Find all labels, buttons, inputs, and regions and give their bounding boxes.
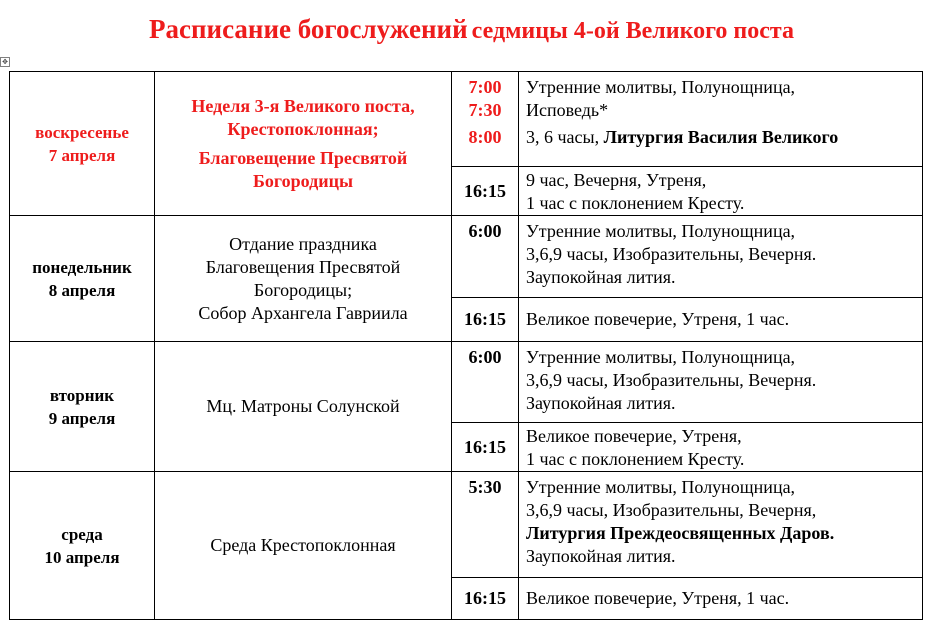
service-line: Утренние молитвы, Полунощница, [526, 77, 796, 97]
day-date: 8 апреля [48, 280, 116, 300]
title-main: Расписание богослужений [149, 14, 468, 44]
service-line [526, 126, 922, 149]
feast-cell [155, 342, 452, 472]
service-time: 16:15 [464, 588, 506, 608]
service-line: Заупокойная лития. [526, 393, 676, 413]
service-cell [519, 578, 923, 620]
service-time: 8:00 [468, 127, 502, 147]
service-cell [519, 298, 923, 342]
service-line: Утренние молитвы, Полунощница, [526, 477, 796, 497]
day-cell [10, 216, 155, 342]
day-name: среда [61, 524, 103, 544]
time-cell [452, 342, 519, 423]
feast-line: Благовещение Пресвятой [198, 147, 408, 168]
time-cell [452, 298, 519, 342]
day-cell [10, 342, 155, 472]
feast-line: Собор Архангела Гавриила [198, 302, 408, 323]
service-line: Исповедь* [526, 100, 609, 120]
service-time: 6:00 [468, 347, 502, 367]
feast-line: Среда Крестопоклонная [210, 535, 396, 555]
service-time: 16:15 [464, 180, 506, 201]
service-line: 9 час, Вечерня, Утреня, [526, 170, 707, 190]
service-line: Великое повечерие, Утреня, [526, 426, 742, 446]
time-cell [452, 216, 519, 298]
feast-line: Богородицы; [253, 279, 353, 300]
feast-cell [155, 472, 452, 620]
day-name: понедельник [32, 257, 132, 277]
table-row [10, 216, 923, 298]
service-line-text: 3, 6 часы, [526, 127, 604, 147]
service-line: 1 час с поклонением Кресту. [526, 193, 745, 213]
service-time: 5:30 [468, 477, 502, 497]
liturgy-label: Литургия Преждеосвященных Даров. [526, 523, 835, 543]
service-line: 3,6,9 часы, Изобразительны, Вечерня. [526, 370, 817, 390]
feast-line: Неделя 3-я Великого поста, [191, 95, 415, 116]
feast-line: Благовещения Пресвятой [205, 256, 401, 277]
service-line: Утренние молитвы, Полунощница, [526, 221, 796, 241]
page-title [0, 14, 943, 45]
day-date: 10 апреля [44, 547, 120, 567]
service-cell [519, 167, 923, 216]
service-time: 16:15 [464, 436, 506, 457]
feast-cell [155, 72, 452, 216]
day-name: воскресенье [35, 122, 129, 142]
feast-line: Отдание праздника [229, 233, 377, 254]
day-cell [10, 72, 155, 216]
day-cell [10, 472, 155, 620]
time-cell [452, 167, 519, 216]
feast-cell [155, 216, 452, 342]
day-date: 7 апреля [48, 145, 116, 165]
service-line: 3,6,9 часы, Изобразительны, Вечерня, [526, 500, 817, 520]
feast-line: Мц. Матроны Солунской [206, 396, 400, 416]
time-cell [452, 423, 519, 472]
service-cell [519, 342, 923, 423]
feast-line: Богородицы [252, 170, 354, 191]
service-line: 3,6,9 часы, Изобразительны, Вечерня. [526, 244, 817, 264]
liturgy-label: Литургия Василия Великого [603, 127, 839, 147]
service-time: 7:30 [468, 100, 502, 120]
time-cell [452, 472, 519, 578]
service-line: Великое повечерие, Утреня, 1 час. [526, 588, 790, 608]
service-cell [519, 423, 923, 472]
day-date: 9 апреля [48, 408, 116, 428]
service-time: 7:00 [468, 77, 502, 97]
service-time: 6:00 [468, 221, 502, 241]
service-cell [519, 216, 923, 298]
table-move-handle-icon[interactable]: ✥ [0, 57, 10, 67]
service-time: 16:15 [464, 309, 506, 329]
service-cell [519, 472, 923, 578]
time-cell [452, 578, 519, 620]
service-line: 1 час с поклонением Кресту. [526, 449, 745, 469]
schedule-table [9, 71, 923, 620]
table-row [10, 72, 923, 167]
table-row [10, 472, 923, 578]
time-cell [452, 72, 519, 167]
feast-line: Крестопоклонная; [227, 118, 379, 139]
service-line: Великое повечерие, Утреня, 1 час. [526, 309, 790, 329]
day-name: вторник [49, 385, 115, 405]
service-line: Заупокойная лития. [526, 546, 676, 566]
service-line: Утренние молитвы, Полунощница, [526, 347, 796, 367]
service-cell [519, 72, 923, 167]
table-row [10, 342, 923, 423]
service-line: Заупокойная лития. [526, 267, 676, 287]
title-sub: седмицы 4-ой Великого поста [471, 18, 794, 44]
